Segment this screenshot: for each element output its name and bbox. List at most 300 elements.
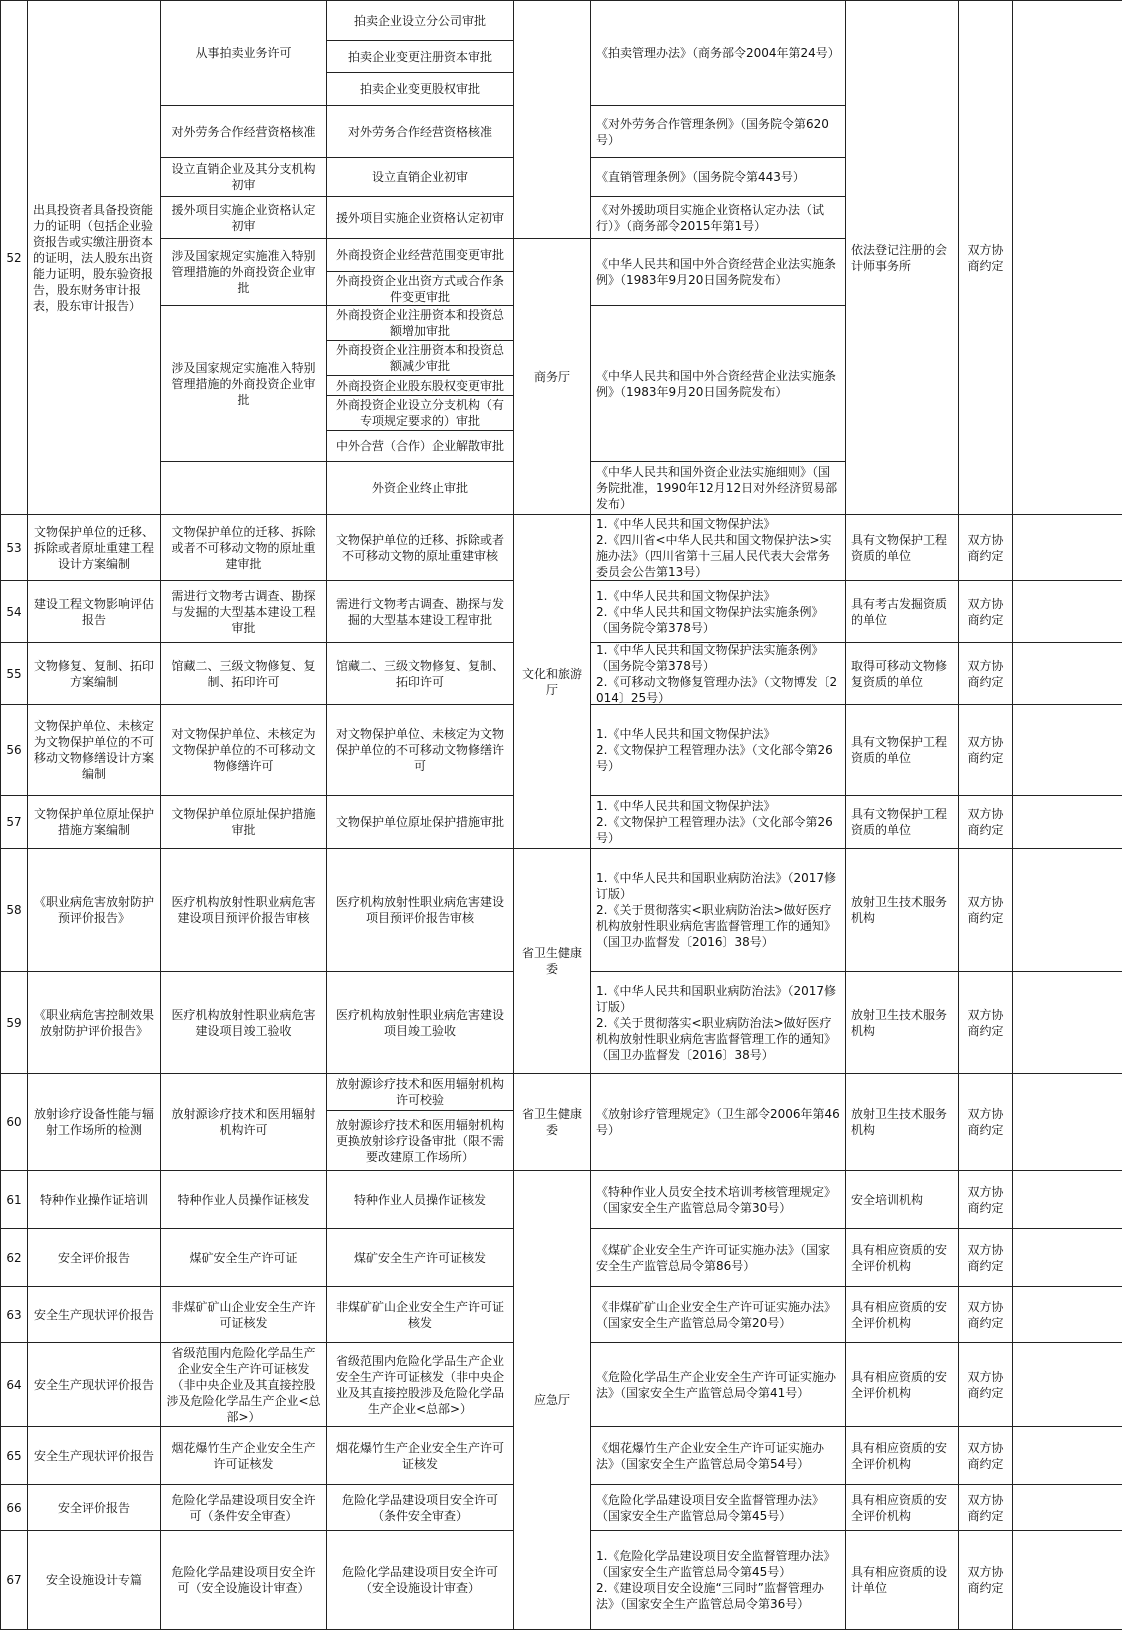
remarks-cell [1012, 1286, 1122, 1343]
service-name [27, 1073, 161, 1171]
cell-text: 60 [6, 1115, 22, 1129]
table-cell [326, 1426, 514, 1485]
table-cell [160, 0, 327, 106]
cell-text: 58 [6, 903, 22, 917]
cell-text: 文物保护单位的迁移、拆除或者原址重建工程设计方案编制 [33, 524, 154, 571]
cell-text: 《烟花爆竹生产企业安全生产许可证实施办法》（国家安全生产监管总局令第54号） [596, 1440, 825, 1471]
legal-basis [590, 0, 846, 106]
service-name [27, 1286, 161, 1343]
table-cell [160, 1530, 327, 1630]
cell-text: 危险化学品建设项目安全许可（条件安全审查） [171, 1492, 316, 1523]
provider [845, 1228, 959, 1287]
cell-text: 放射源诊疗技术和医用辐射机构许可 [171, 1107, 316, 1137]
cell-text: 66 [6, 1500, 22, 1515]
fee-note [958, 795, 1013, 849]
legal-basis [590, 642, 846, 705]
legal-basis [590, 1484, 846, 1531]
provider [845, 1342, 959, 1427]
cell-text: 中外合营（合作）企业解散审批 [335, 439, 504, 453]
cell-text: 《中华人民共和国中外合资经营企业法实施条例》（1983年9月20日国务院发布） [596, 257, 837, 287]
cell-text: 具有相应资质的设计单位 [851, 1565, 948, 1595]
cell-text: 外商投资企业经营范围变更审批 [335, 248, 504, 262]
remarks-cell [1012, 514, 1122, 581]
cell-text: 61 [6, 1192, 22, 1207]
table-cell [326, 1342, 514, 1427]
cell-text: 1.《中华人民共和国文物保护法》 2.《四川省<中华人民共和国文物保护法>实施办法》（四川省第十三届人民代表大会常务委员会公告第13号） [596, 516, 832, 579]
service-name [27, 795, 161, 849]
cell-text: 文物修复、复制、拓印方案编制 [33, 658, 154, 689]
legal-basis [590, 1073, 846, 1171]
cell-text: 省级范围内危险化学品生产企业安全生产许可证核发（非中央企业及其直接控股涉及危险化学品生产企业<总部>） [166, 1345, 321, 1424]
row-number [0, 1530, 28, 1630]
cell-text: 依法登记注册的会计师事务所 [851, 242, 948, 273]
cell-text: 文物保护单位的迁移、拆除或者不可移动文物的原址重建审批 [171, 524, 316, 571]
cell-text: 1.《中华人民共和国职业病防治法》（2017修订版） 2.《关于贯彻落实<职业病防治法>做好医疗机构放射性职业病危害监督管理工作的通知》（国卫办监督发〔2016〕38号） [596, 871, 837, 949]
table-cell [160, 1228, 327, 1287]
legal-basis [590, 461, 846, 515]
cell-text: 设立直销企业初审 [371, 170, 468, 184]
legal-basis [590, 514, 846, 581]
table-cell [326, 848, 514, 972]
table-cell [326, 514, 514, 581]
provider [845, 1426, 959, 1485]
cell-text: 56 [6, 743, 22, 757]
table-cell [326, 1530, 514, 1630]
table-cell [326, 1110, 514, 1171]
cell-text: 非煤矿矿山企业安全生产许可证核发 [171, 1299, 316, 1330]
cell-text: 双方协商约定 [967, 1184, 1004, 1215]
cell-text: 商务厅 [533, 369, 570, 384]
fee-note [958, 1426, 1013, 1485]
cell-text: 援外项目实施企业资格认定初审 [335, 210, 504, 225]
table-cell [160, 157, 327, 197]
legal-basis [590, 1170, 846, 1229]
row-number [0, 514, 28, 581]
table-cell [160, 704, 327, 796]
cell-text: 放射诊疗设备性能与辐射工作场所的检测 [33, 1107, 154, 1137]
table-cell [326, 196, 514, 239]
remarks-cell [1012, 848, 1122, 972]
cell-text: 医疗机构放射性职业病危害建设项目竣工验收 [171, 1007, 316, 1038]
table-cell [160, 514, 327, 581]
cell-text: 放射卫生技术服务机构 [851, 895, 948, 925]
provider [845, 704, 959, 796]
cell-text: 文物保护单位、未核定为文物保护单位的不可移动文物修缮设计方案编制 [33, 719, 154, 781]
service-name [27, 642, 161, 705]
cell-text: 双方协商约定 [967, 895, 1004, 925]
cell-text: 安全评价报告 [57, 1500, 130, 1515]
provider [845, 971, 959, 1074]
cell-text: 双方协商约定 [967, 596, 1004, 627]
cell-text: 特种作业操作证培训 [39, 1192, 148, 1207]
row-number [0, 1426, 28, 1485]
legal-basis [590, 105, 846, 158]
cell-text: 67 [6, 1573, 22, 1587]
legal-basis [590, 1530, 846, 1630]
cell-text: 出具投资者具备投资能力的证明（包括企业验资报告或实缴注册资本的证明，法人股东出资能力证明，股东验资报告，股东财务审计报表，股东审计报告） [33, 202, 154, 313]
cell-text: 《职业病危害放射防护预评价报告》 [33, 895, 154, 925]
cell-text: 取得可移动文物修复资质的单位 [851, 658, 948, 689]
cell-text: 涉及国家规定实施准入特别管理措施的外商投资企业审批 [171, 249, 316, 295]
table-cell [326, 72, 514, 106]
provider [845, 0, 959, 515]
row-number [0, 1170, 28, 1229]
cell-text: 拍卖企业变更股权审批 [359, 82, 480, 96]
row-number [0, 795, 28, 849]
cell-text: 双方协商约定 [967, 1369, 1004, 1400]
cell-text: 53 [6, 540, 22, 555]
cell-text: 双方协商约定 [967, 735, 1004, 765]
table-cell [160, 196, 327, 239]
cell-text: 文物保护单位原址保护措施审批 [171, 807, 316, 837]
table-cell [326, 430, 514, 462]
table-cell [326, 971, 514, 1074]
cell-text: 外商投资企业设立分支机构（有专项规定要求的）审批 [335, 398, 504, 428]
cell-text: 59 [6, 1015, 22, 1030]
row-number [0, 1286, 28, 1343]
cell-text: 对外劳务合作经营资格核准 [347, 124, 492, 139]
remarks-cell [1012, 580, 1122, 643]
cell-text: 1.《中华人民共和国文物保护法实施条例》（国务院令第378号） 2.《可移动文物修复管理办法》（文物博发〔2014〕25号） [596, 642, 838, 705]
cell-text: 双方协商约定 [967, 1242, 1004, 1273]
cell-text: 具有相应资质的安全评价机构 [851, 1242, 948, 1273]
table-cell [326, 340, 514, 376]
cell-text: 55 [6, 666, 22, 681]
cell-text: 省级范围内危险化学品生产企业安全生产许可证核发（非中央企业及其直接控股涉及危险化学品生产企业<总部>） [335, 1353, 504, 1416]
legal-basis [590, 971, 846, 1074]
table-cell [160, 1073, 327, 1171]
remarks-cell [1012, 1342, 1122, 1427]
cell-text: 从事拍卖业务许可 [195, 46, 292, 60]
remarks-cell [1012, 795, 1122, 849]
cell-text: 安全生产现状评价报告 [33, 1307, 154, 1322]
cell-text: 57 [6, 815, 22, 829]
fee-note [958, 1342, 1013, 1427]
cell-text: 《直销管理条例》（国务院令第443号） [596, 170, 805, 184]
legal-basis [590, 848, 846, 972]
row-number [0, 971, 28, 1074]
cell-text: 《拍卖管理办法》（商务部令2004年第24号） [596, 46, 840, 60]
cell-text: 省卫生健康委 [521, 946, 582, 976]
cell-text: 双方协商约定 [967, 1440, 1004, 1471]
cell-text: 具有相应资质的安全评价机构 [851, 1492, 948, 1523]
table-cell [326, 1228, 514, 1287]
cell-text: 安全培训机构 [851, 1192, 924, 1207]
legal-basis [590, 1228, 846, 1287]
cell-text: 双方协商约定 [967, 1299, 1004, 1330]
cell-text: 62 [6, 1250, 22, 1265]
service-name [27, 704, 161, 796]
table-cell [160, 1484, 327, 1531]
remarks-cell [1012, 704, 1122, 796]
fee-note [958, 642, 1013, 705]
row-number [0, 1484, 28, 1531]
remarks-cell [1012, 971, 1122, 1074]
cell-text: 《非煤矿矿山企业安全生产许可证实施办法》（国家安全生产监管总局令第20号） [596, 1299, 837, 1330]
provider [845, 795, 959, 849]
table-cell [160, 1170, 327, 1229]
row-number [0, 1228, 28, 1287]
table-cell [160, 642, 327, 705]
cell-text: 对外劳务合作经营资格核准 [171, 124, 316, 139]
cell-text: 对文物保护单位、未核定为文物保护单位的不可移动文物修缮许可 [335, 727, 504, 773]
fee-note [958, 1228, 1013, 1287]
fee-note [958, 971, 1013, 1074]
cell-text: 具有文物保护工程资质的单位 [851, 807, 948, 837]
table-cell [326, 271, 514, 306]
table-cell [160, 795, 327, 849]
cell-text: 放射源诊疗技术和医用辐射机构许可校验 [335, 1077, 504, 1107]
cell-text: 外资企业终止审批 [371, 481, 468, 495]
table-cell [326, 1170, 514, 1229]
cell-text: 外商投资企业股东股权变更审批 [335, 378, 504, 393]
cell-text: 拍卖企业变更注册资本审批 [347, 49, 492, 64]
remarks-cell [1012, 1484, 1122, 1531]
fee-note [958, 0, 1013, 515]
remarks-cell [1012, 1426, 1122, 1485]
cell-text: 医疗机构放射性职业病危害建设项目竣工验收 [335, 1007, 504, 1038]
cell-text: 需进行文物考古调查、勘探与发掘的大型基本建设工程审批 [335, 596, 504, 627]
cell-text: 涉及国家规定实施准入特别管理措施的外商投资企业审批 [171, 360, 316, 407]
cell-text: 烟花爆竹生产企业安全生产许可证核发 [335, 1440, 504, 1471]
remarks-cell [1012, 0, 1122, 515]
table-cell [160, 305, 327, 462]
cell-text: 双方协商约定 [967, 807, 1004, 837]
fee-note [958, 580, 1013, 643]
cell-text: 双方协商约定 [967, 1007, 1004, 1038]
cell-text: 1.《中华人民共和国文物保护法》 2.《文物保护工程管理办法》（文化部令第26号） [596, 799, 833, 845]
fee-note [958, 704, 1013, 796]
cell-text: 54 [6, 604, 22, 619]
cell-text: 省卫生健康委 [521, 1107, 582, 1137]
table-cell [326, 40, 514, 73]
provider [845, 580, 959, 643]
fee-note [958, 1484, 1013, 1531]
fee-note [958, 1073, 1013, 1171]
legal-basis [590, 1426, 846, 1485]
service-name [27, 1228, 161, 1287]
service-name [27, 1484, 161, 1531]
table-cell [326, 238, 514, 272]
cell-text: 52 [6, 250, 22, 265]
row-number [0, 848, 28, 972]
remarks-cell [1012, 642, 1122, 705]
table-cell [326, 395, 514, 431]
table-cell [160, 848, 327, 972]
cell-text: 《对外援助项目实施企业资格认定办法（试行）》（商务部令2015年第1号） [596, 202, 825, 233]
provider [845, 1073, 959, 1171]
table-cell [326, 704, 514, 796]
department [513, 514, 591, 849]
cell-text: 特种作业人员操作证核发 [353, 1192, 486, 1207]
legal-basis [590, 157, 846, 197]
row-number [0, 580, 28, 643]
cell-text: 危险化学品建设项目安全许可（条件安全审查） [341, 1492, 498, 1523]
service-name [27, 1170, 161, 1229]
service-name [27, 848, 161, 972]
cell-text: 医疗机构放射性职业病危害建设项目预评价报告审核 [171, 895, 316, 925]
cell-text: 具有相应资质的安全评价机构 [851, 1440, 948, 1471]
table-cell [326, 157, 514, 197]
cell-text: 《危险化学品建设项目安全监督管理办法》（国家安全生产监管总局令第45号） [596, 1492, 825, 1523]
row-number [0, 1342, 28, 1427]
service-name [27, 514, 161, 581]
cell-text: 需进行文物考古调查、勘探与发掘的大型基本建设工程审批 [171, 588, 316, 635]
cell-text: 1.《危险化学品建设项目安全监督管理办法》（国家安全生产监管总局令第45号） 2.《建设项目安全设施“三同时”监督管理办法》（国家安全生产监管总局令第36号） [596, 1549, 836, 1611]
cell-text: 安全设施设计专篇 [45, 1573, 142, 1587]
cell-text: 文物保护单位的迁移、拆除或者不可移动文物的原址重建审核 [335, 532, 504, 563]
cell-text: 馆藏二、三级文物修复、复制、拓印许可 [171, 658, 316, 689]
fee-note [958, 1286, 1013, 1343]
cell-text: 馆藏二、三级文物修复、复制、拓印许可 [335, 658, 504, 689]
row-number [0, 642, 28, 705]
cell-text: 《放射诊疗管理规定》（卫生部令2006年第46号） [596, 1107, 840, 1137]
table-cell [326, 1073, 514, 1111]
cell-text: 64 [6, 1377, 22, 1392]
department [513, 1073, 591, 1171]
remarks-cell [1012, 1228, 1122, 1287]
table-cell [326, 642, 514, 705]
cell-text: 文物保护单位原址保护措施方案编制 [33, 807, 154, 837]
cell-text: 危险化学品建设项目安全许可（安全设施设计审查） [171, 1565, 316, 1595]
table-cell [326, 0, 514, 41]
service-name [27, 580, 161, 643]
service-name [27, 1530, 161, 1630]
provider [845, 1530, 959, 1630]
cell-text: 具有文物保护工程资质的单位 [851, 735, 948, 765]
cell-text: 放射卫生技术服务机构 [851, 1007, 948, 1038]
cell-text: 1.《中华人民共和国职业病防治法》（2017修订版） 2.《关于贯彻落实<职业病防治法>做好医疗机构放射性职业病危害监督管理工作的通知》（国卫办监督发〔2016〕38号） [596, 983, 837, 1062]
cell-text: 具有考古发掘资质的单位 [851, 596, 948, 627]
table-cell [160, 1286, 327, 1343]
cell-text: 医疗机构放射性职业病危害建设项目预评价报告审核 [335, 895, 504, 925]
table-cell [326, 580, 514, 643]
fee-note [958, 514, 1013, 581]
cell-text: 放射源诊疗技术和医用辐射机构更换放射诊疗设备审批（限不需要改建原工作场所） [335, 1117, 504, 1164]
legal-basis [590, 704, 846, 796]
table-cell [326, 795, 514, 849]
cell-text: 外商投资企业出资方式或合作条件变更审批 [335, 273, 504, 304]
cell-text: 《中华人民共和国中外合资经营企业法实施条例》（1983年9月20日国务院发布） [596, 368, 837, 399]
cell-text: 危险化学品建设项目安全许可（安全设施设计审查） [341, 1565, 498, 1595]
cell-text: 拍卖企业设立分公司审批 [353, 13, 486, 28]
provider [845, 642, 959, 705]
fee-note [958, 1170, 1013, 1229]
remarks-cell [1012, 1170, 1122, 1229]
table-cell [326, 375, 514, 396]
table-cell [160, 1342, 327, 1427]
department [513, 848, 591, 1074]
row-number [0, 0, 28, 515]
table-cell [160, 105, 327, 158]
cell-text: 双方协商约定 [967, 1565, 1004, 1595]
provider [845, 514, 959, 581]
cell-text: 双方协商约定 [967, 242, 1004, 273]
department [513, 1170, 591, 1630]
table-cell [160, 1426, 327, 1485]
remarks-cell [1012, 1073, 1122, 1171]
cell-text: 65 [6, 1448, 22, 1463]
cell-text: 外商投资企业注册资本和投资总额减少审批 [335, 343, 504, 373]
legal-basis [590, 795, 846, 849]
cell-text: 放射卫生技术服务机构 [851, 1107, 948, 1137]
cell-text: 《特种作业人员安全技术培训考核管理规定》（国家安全生产监管总局令第30号） [596, 1184, 837, 1215]
cell-text: 《对外劳务合作管理条例》（国务院令第620号） [596, 116, 829, 147]
cell-text: 文化和旅游厅 [521, 666, 582, 697]
cell-text: 特种作业人员操作证核发 [177, 1192, 310, 1207]
remarks-cell [1012, 1530, 1122, 1630]
cell-text: 安全生产现状评价报告 [33, 1448, 154, 1463]
cell-text: 双方协商约定 [967, 532, 1004, 563]
table-cell [160, 580, 327, 643]
cell-text: 援外项目实施企业资格认定初审 [171, 202, 316, 233]
department [513, 0, 591, 239]
row-number [0, 704, 28, 796]
cell-text: 1.《中华人民共和国文物保护法》 2.《文物保护工程管理办法》（文化部令第26号） [596, 727, 833, 773]
table-cell [160, 971, 327, 1074]
cell-text: 《中华人民共和国外资企业法实施细则》（国务院批准，1990年12月12日对外经济贸易部发布） [596, 465, 838, 511]
cell-text: 《危险化学品生产企业安全生产许可证实施办法》（国家安全生产监管总局令第41号） [596, 1369, 837, 1400]
table-cell [326, 1286, 514, 1343]
table-cell [326, 1484, 514, 1531]
provider [845, 1484, 959, 1531]
cell-text: 双方协商约定 [967, 1492, 1004, 1523]
cell-text: 具有相应资质的安全评价机构 [851, 1369, 948, 1400]
fee-note [958, 848, 1013, 972]
cell-text: 63 [6, 1307, 22, 1322]
cell-text: 设立直销企业及其分支机构初审 [171, 162, 316, 192]
legal-basis [590, 196, 846, 239]
table-cell [326, 305, 514, 341]
cell-text: 建设工程文物影响评估报告 [33, 596, 154, 627]
cell-text: 双方协商约定 [967, 1107, 1004, 1137]
service-name [27, 0, 161, 515]
service-name [27, 1342, 161, 1427]
provider [845, 848, 959, 972]
cell-text: 《煤矿企业安全生产许可证实施办法》（国家安全生产监管总局令第86号） [596, 1242, 831, 1273]
table-cell [326, 105, 514, 158]
cell-text: 应急厅 [533, 1393, 570, 1407]
legal-basis [590, 580, 846, 643]
service-name [27, 1426, 161, 1485]
cell-text: 双方协商约定 [967, 658, 1004, 689]
legal-basis [590, 1286, 846, 1343]
cell-text: 安全生产现状评价报告 [33, 1377, 154, 1392]
legal-basis [590, 1342, 846, 1427]
cell-text: 外商投资企业注册资本和投资总额增加审批 [335, 308, 504, 338]
provider [845, 1286, 959, 1343]
department [513, 238, 591, 515]
table-cell [160, 238, 327, 306]
cell-text: 1.《中华人民共和国文物保护法》 2.《中华人民共和国文物保护法实施条例》（国务院令第378号） [596, 588, 824, 635]
table-cell [326, 461, 514, 515]
cell-text: 文物保护单位原址保护措施审批 [335, 815, 504, 829]
cell-text: 非煤矿矿山企业安全生产许可证核发 [335, 1299, 504, 1330]
row-number [0, 1073, 28, 1171]
cell-text: 煤矿安全生产许可证 [189, 1250, 298, 1265]
legal-basis [590, 305, 846, 462]
service-name [27, 971, 161, 1074]
cell-text: 煤矿安全生产许可证核发 [353, 1250, 486, 1265]
fee-note [958, 1530, 1013, 1630]
legal-basis [590, 238, 846, 306]
cell-text: 安全评价报告 [57, 1250, 130, 1265]
cell-text: 具有相应资质的安全评价机构 [851, 1299, 948, 1330]
cell-text: 对文物保护单位、未核定为文物保护单位的不可移动文物修缮许可 [171, 727, 316, 773]
cell-text: 烟花爆竹生产企业安全生产许可证核发 [171, 1440, 316, 1471]
provider [845, 1170, 959, 1229]
cell-text: 《职业病危害控制效果放射防护评价报告》 [33, 1007, 154, 1038]
